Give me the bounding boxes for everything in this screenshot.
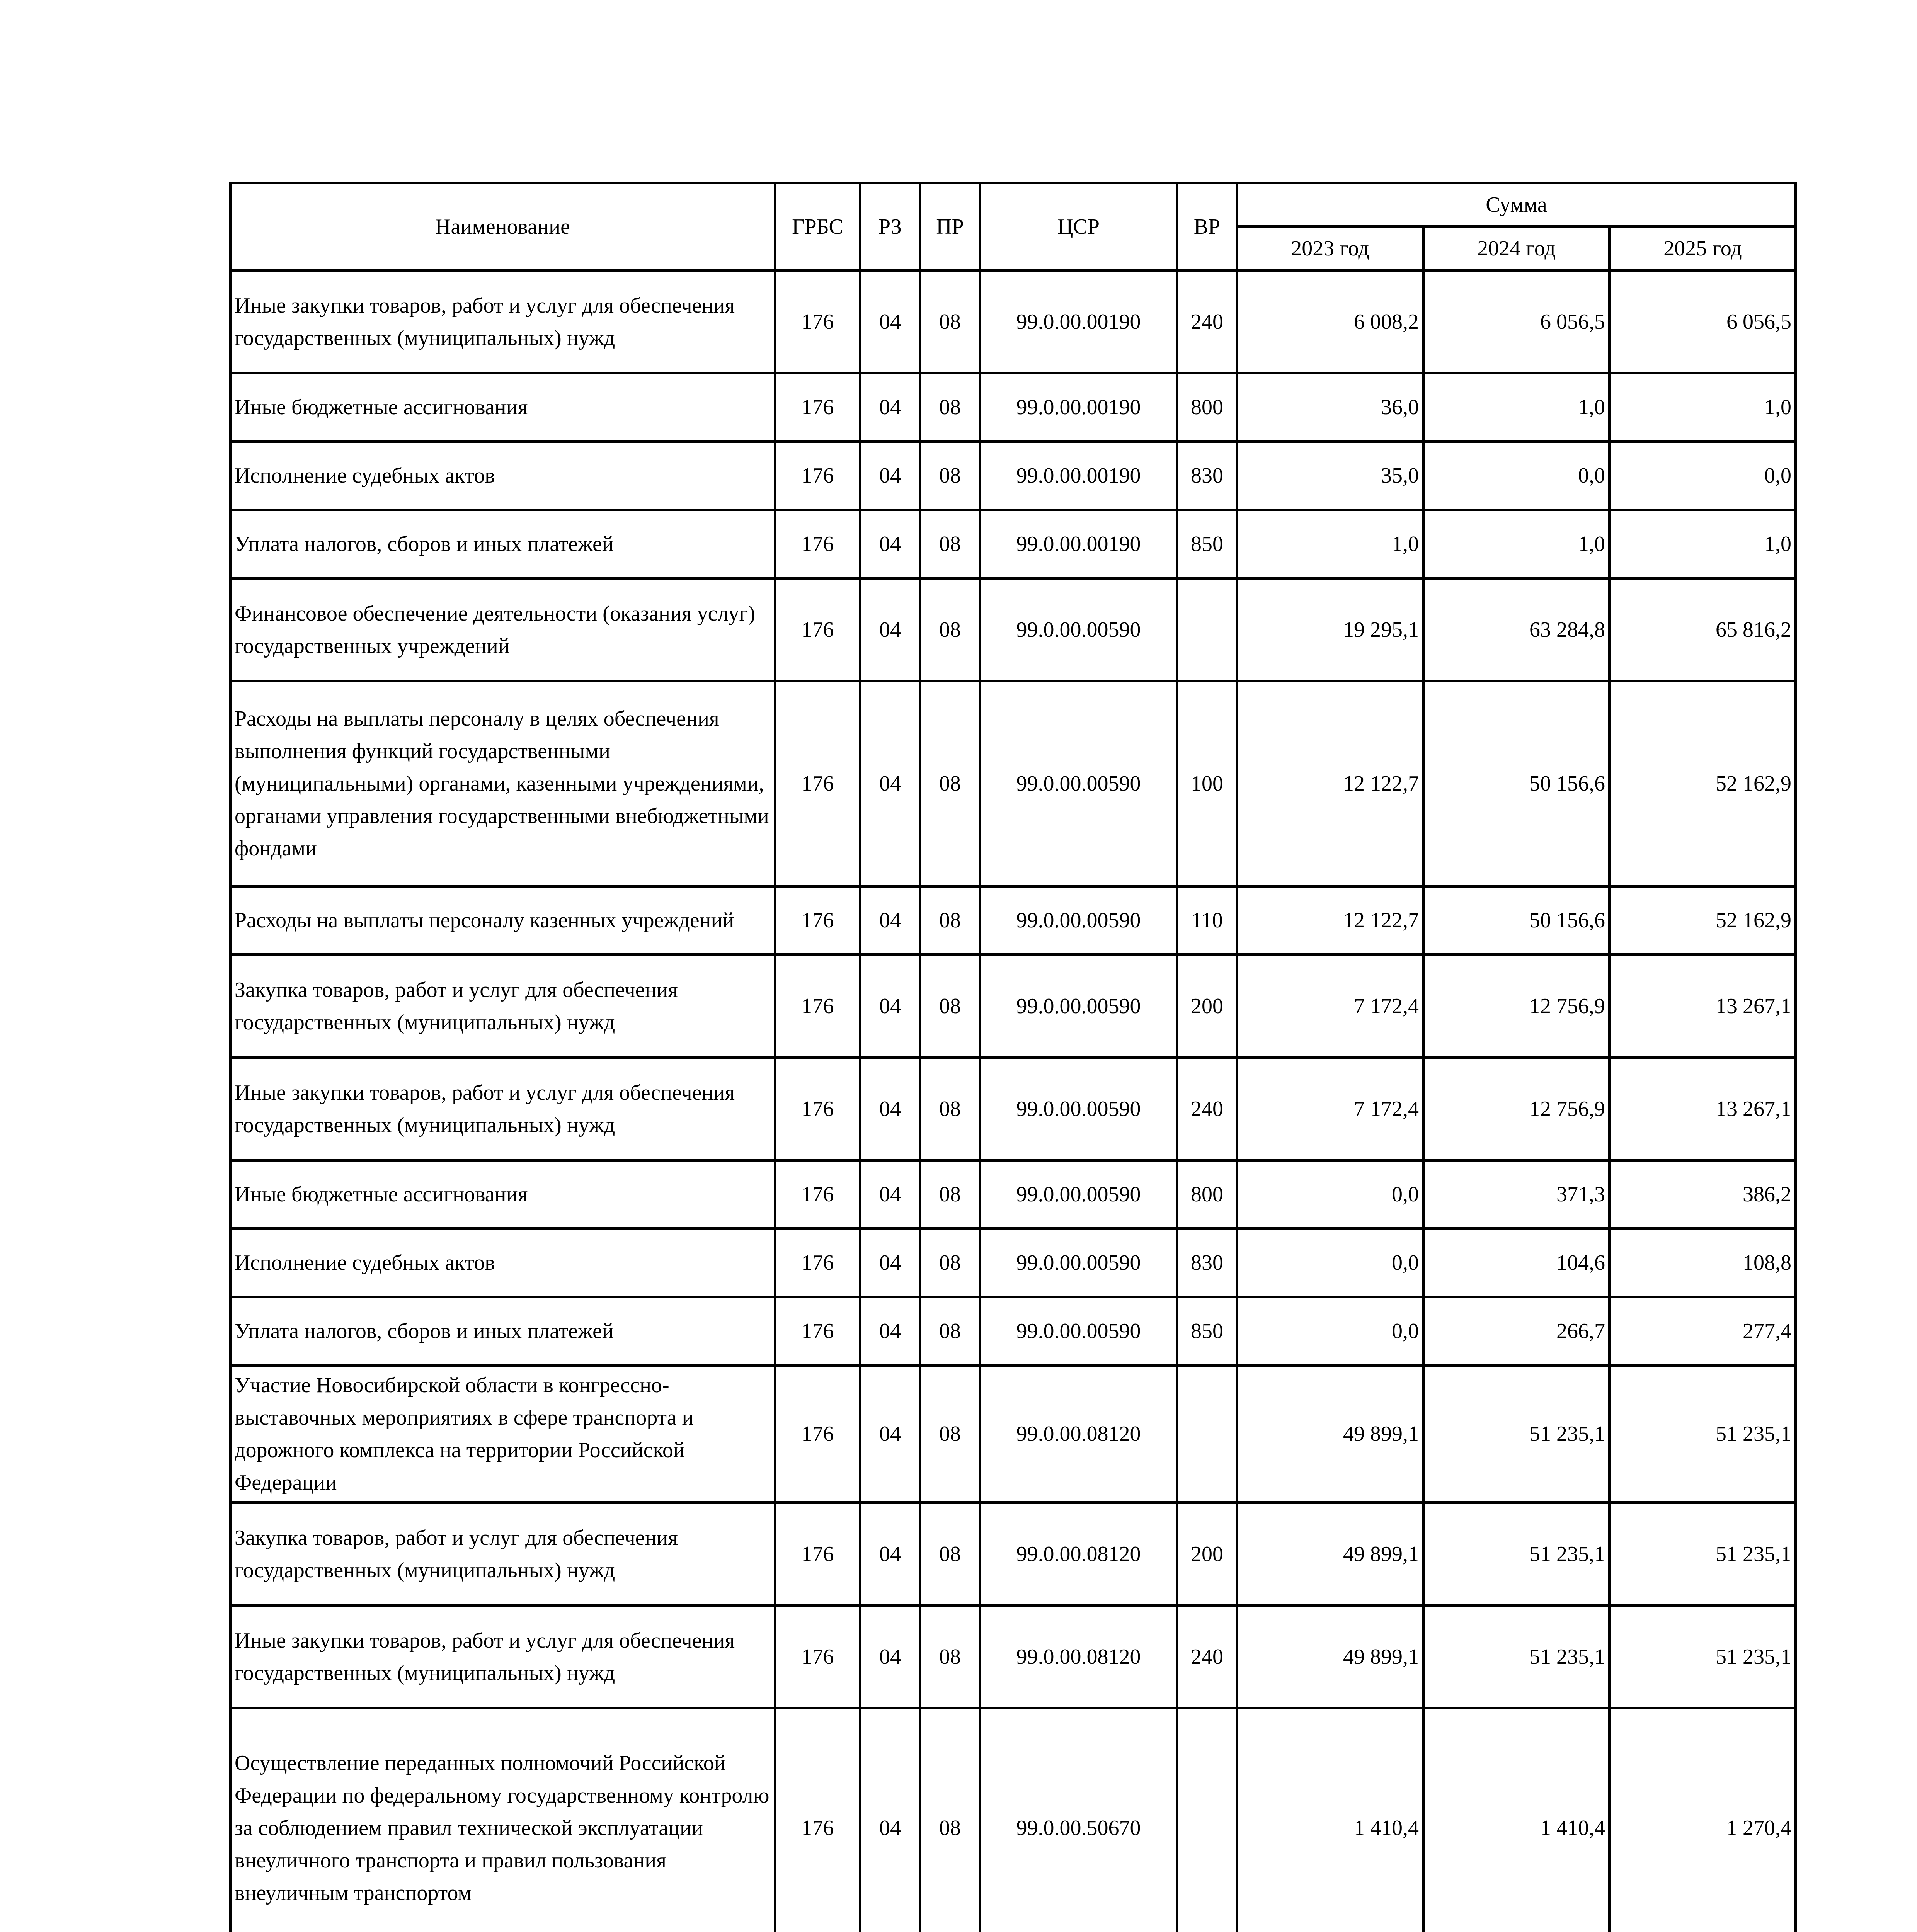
cell-2024: 51 235,1 (1423, 1366, 1610, 1503)
cell-pr: 08 (920, 1229, 980, 1297)
cell-rz: 04 (860, 1503, 920, 1605)
cell-grbs: 176 (775, 1708, 860, 1932)
cell-pr: 08 (920, 886, 980, 955)
cell-grbs: 176 (775, 578, 860, 681)
table-row (230, 442, 1796, 510)
cell-pr: 08 (920, 510, 980, 578)
cell-pr: 08 (920, 1708, 980, 1932)
header-name: Наименование (230, 183, 775, 270)
cell-grbs: 176 (775, 1229, 860, 1297)
header-year-2024: 2024 год (1423, 227, 1610, 270)
cell-2023: 49 899,1 (1237, 1503, 1423, 1605)
cell-pr: 08 (920, 578, 980, 681)
cell-rz: 04 (860, 1229, 920, 1297)
cell-vr (1177, 1708, 1237, 1932)
header-csr: ЦСР (980, 183, 1177, 270)
cell-vr: 110 (1177, 886, 1237, 955)
cell-name: Закупка товаров, работ и услуг для обеспечения государственных (муниципальных) нужд (230, 955, 775, 1058)
cell-2023: 1 410,4 (1237, 1708, 1423, 1932)
cell-grbs: 176 (775, 510, 860, 578)
cell-pr: 08 (920, 955, 980, 1058)
cell-name: Иные бюджетные ассигнования (230, 1160, 775, 1229)
cell-vr: 200 (1177, 955, 1237, 1058)
cell-csr: 99.0.00.08120 (980, 1605, 1177, 1708)
cell-rz: 04 (860, 442, 920, 510)
cell-grbs: 176 (775, 1160, 860, 1229)
cell-2024: 6 056,5 (1423, 270, 1610, 373)
cell-name: Иные закупки товаров, работ и услуг для обеспечения государственных (муниципальных) нужд (230, 1058, 775, 1160)
table-row (230, 1058, 1796, 1160)
cell-name: Исполнение судебных актов (230, 1229, 775, 1297)
cell-csr: 99.0.00.00590 (980, 1229, 1177, 1297)
cell-csr: 99.0.00.00590 (980, 681, 1177, 886)
cell-name: Расходы на выплаты персоналу в целях обеспечения выполнения функций государственными (муниципальными) органами, казенными учреждениями, органами управления государственными внебюджетными фондами (230, 681, 775, 886)
table-row (230, 373, 1796, 442)
cell-name: Уплата налогов, сборов и иных платежей (230, 510, 775, 578)
cell-2023: 0,0 (1237, 1229, 1423, 1297)
cell-rz: 04 (860, 510, 920, 578)
cell-name: Иные закупки товаров, работ и услуг для обеспечения государственных (муниципальных) нужд (230, 270, 775, 373)
cell-2024: 1,0 (1423, 510, 1610, 578)
cell-2025: 52 162,9 (1610, 681, 1796, 886)
cell-vr (1177, 1366, 1237, 1503)
cell-csr: 99.0.00.08120 (980, 1503, 1177, 1605)
cell-csr: 99.0.00.00590 (980, 886, 1177, 955)
table-row (230, 1297, 1796, 1366)
cell-csr: 99.0.00.00590 (980, 1297, 1177, 1366)
cell-grbs: 176 (775, 955, 860, 1058)
cell-2024: 266,7 (1423, 1297, 1610, 1366)
cell-vr (1177, 578, 1237, 681)
cell-2025: 6 056,5 (1610, 270, 1796, 373)
cell-2023: 49 899,1 (1237, 1366, 1423, 1503)
cell-2023: 36,0 (1237, 373, 1423, 442)
cell-name: Участие Новосибирской области в конгрессно-выставочных мероприятиях в сфере транспорта и дорожного комплекса на территории Российской Федерации (230, 1366, 775, 1503)
cell-2025: 51 235,1 (1610, 1366, 1796, 1503)
cell-rz: 04 (860, 955, 920, 1058)
header-vr: ВР (1177, 183, 1237, 270)
cell-2025: 108,8 (1610, 1229, 1796, 1297)
cell-2025: 1,0 (1610, 373, 1796, 442)
cell-csr: 99.0.00.00190 (980, 510, 1177, 578)
cell-vr: 800 (1177, 1160, 1237, 1229)
cell-name: Иные закупки товаров, работ и услуг для обеспечения государственных (муниципальных) нужд (230, 1605, 775, 1708)
cell-rz: 04 (860, 1708, 920, 1932)
cell-2024: 12 756,9 (1423, 955, 1610, 1058)
cell-2025: 52 162,9 (1610, 886, 1796, 955)
cell-rz: 04 (860, 681, 920, 886)
cell-2023: 7 172,4 (1237, 955, 1423, 1058)
header-rz: РЗ (860, 183, 920, 270)
cell-2024: 51 235,1 (1423, 1605, 1610, 1708)
cell-pr: 08 (920, 1160, 980, 1229)
table-row (230, 1160, 1796, 1229)
cell-2025: 1 270,4 (1610, 1708, 1796, 1932)
cell-name: Уплата налогов, сборов и иных платежей (230, 1297, 775, 1366)
cell-name: Закупка товаров, работ и услуг для обеспечения государственных (муниципальных) нужд (230, 1503, 775, 1605)
cell-2024: 1 410,4 (1423, 1708, 1610, 1932)
budget-table (229, 182, 1797, 1932)
cell-csr: 99.0.00.00590 (980, 1058, 1177, 1160)
table-row (230, 1366, 1796, 1503)
cell-2024: 50 156,6 (1423, 886, 1610, 955)
cell-pr: 08 (920, 1605, 980, 1708)
cell-vr: 800 (1177, 373, 1237, 442)
cell-2024: 12 756,9 (1423, 1058, 1610, 1160)
cell-2024: 50 156,6 (1423, 681, 1610, 886)
table-row (230, 886, 1796, 955)
cell-rz: 04 (860, 1160, 920, 1229)
cell-csr: 99.0.00.00590 (980, 955, 1177, 1058)
table-row (230, 578, 1796, 681)
cell-name: Расходы на выплаты персоналу казенных учреждений (230, 886, 775, 955)
table-header (230, 183, 1796, 270)
cell-rz: 04 (860, 373, 920, 442)
cell-2025: 51 235,1 (1610, 1605, 1796, 1708)
table-row (230, 1229, 1796, 1297)
cell-grbs: 176 (775, 681, 860, 886)
cell-2023: 49 899,1 (1237, 1605, 1423, 1708)
cell-2025: 0,0 (1610, 442, 1796, 510)
cell-2024: 63 284,8 (1423, 578, 1610, 681)
cell-2025: 51 235,1 (1610, 1503, 1796, 1605)
cell-grbs: 176 (775, 1605, 860, 1708)
cell-2023: 1,0 (1237, 510, 1423, 578)
header-year-2025: 2025 год (1610, 227, 1796, 270)
cell-2025: 386,2 (1610, 1160, 1796, 1229)
cell-name: Осуществление переданных полномочий Российской Федерации по федеральному государственному контролю за соблюдением правил технической эксплуатации внеуличного транспорта и правил пользования внеуличным транспортом (230, 1708, 775, 1932)
cell-grbs: 176 (775, 1297, 860, 1366)
header-year-2023: 2023 год (1237, 227, 1423, 270)
cell-name: Иные бюджетные ассигнования (230, 373, 775, 442)
cell-2023: 7 172,4 (1237, 1058, 1423, 1160)
cell-rz: 04 (860, 578, 920, 681)
table-row (230, 510, 1796, 578)
cell-vr: 200 (1177, 1503, 1237, 1605)
cell-rz: 04 (860, 1058, 920, 1160)
table-row (230, 955, 1796, 1058)
cell-csr: 99.0.00.50670 (980, 1708, 1177, 1932)
cell-csr: 99.0.00.00590 (980, 1160, 1177, 1229)
cell-2024: 371,3 (1423, 1160, 1610, 1229)
cell-grbs: 176 (775, 1058, 860, 1160)
table-row (230, 1708, 1796, 1932)
table-body (230, 270, 1796, 1932)
cell-2023: 0,0 (1237, 1297, 1423, 1366)
cell-csr: 99.0.00.00590 (980, 578, 1177, 681)
cell-2024: 0,0 (1423, 442, 1610, 510)
cell-2023: 6 008,2 (1237, 270, 1423, 373)
cell-rz: 04 (860, 1366, 920, 1503)
cell-vr: 240 (1177, 1058, 1237, 1160)
cell-vr: 850 (1177, 510, 1237, 578)
cell-pr: 08 (920, 270, 980, 373)
cell-rz: 04 (860, 1605, 920, 1708)
cell-grbs: 176 (775, 373, 860, 442)
cell-pr: 08 (920, 442, 980, 510)
cell-name: Финансовое обеспечение деятельности (оказания услуг) государственных учреждений (230, 578, 775, 681)
cell-grbs: 176 (775, 442, 860, 510)
cell-2025: 13 267,1 (1610, 1058, 1796, 1160)
cell-rz: 04 (860, 886, 920, 955)
cell-2023: 12 122,7 (1237, 681, 1423, 886)
cell-vr: 830 (1177, 442, 1237, 510)
cell-pr: 08 (920, 1058, 980, 1160)
header-grbs: ГРБС (775, 183, 860, 270)
cell-grbs: 176 (775, 270, 860, 373)
cell-2023: 35,0 (1237, 442, 1423, 510)
cell-2023: 19 295,1 (1237, 578, 1423, 681)
table-row (230, 681, 1796, 886)
header-pr: ПР (920, 183, 980, 270)
header-sum: Сумма (1237, 183, 1796, 227)
cell-grbs: 176 (775, 886, 860, 955)
cell-2023: 0,0 (1237, 1160, 1423, 1229)
cell-csr: 99.0.00.00190 (980, 270, 1177, 373)
cell-vr: 100 (1177, 681, 1237, 886)
cell-2024: 51 235,1 (1423, 1503, 1610, 1605)
cell-2024: 104,6 (1423, 1229, 1610, 1297)
cell-vr: 850 (1177, 1297, 1237, 1366)
table-row (230, 1605, 1796, 1708)
cell-grbs: 176 (775, 1366, 860, 1503)
cell-vr: 240 (1177, 270, 1237, 373)
cell-pr: 08 (920, 1297, 980, 1366)
cell-rz: 04 (860, 1297, 920, 1366)
cell-2025: 65 816,2 (1610, 578, 1796, 681)
cell-csr: 99.0.00.00190 (980, 373, 1177, 442)
cell-name: Исполнение судебных актов (230, 442, 775, 510)
table-row (230, 1503, 1796, 1605)
cell-rz: 04 (860, 270, 920, 373)
cell-grbs: 176 (775, 1503, 860, 1605)
cell-vr: 830 (1177, 1229, 1237, 1297)
cell-2025: 277,4 (1610, 1297, 1796, 1366)
cell-2025: 1,0 (1610, 510, 1796, 578)
cell-pr: 08 (920, 1366, 980, 1503)
cell-2024: 1,0 (1423, 373, 1610, 442)
cell-pr: 08 (920, 681, 980, 886)
table-row (230, 270, 1796, 373)
cell-csr: 99.0.00.00190 (980, 442, 1177, 510)
cell-vr: 240 (1177, 1605, 1237, 1708)
cell-csr: 99.0.00.08120 (980, 1366, 1177, 1503)
cell-2023: 12 122,7 (1237, 886, 1423, 955)
cell-pr: 08 (920, 1503, 980, 1605)
cell-2025: 13 267,1 (1610, 955, 1796, 1058)
cell-pr: 08 (920, 373, 980, 442)
